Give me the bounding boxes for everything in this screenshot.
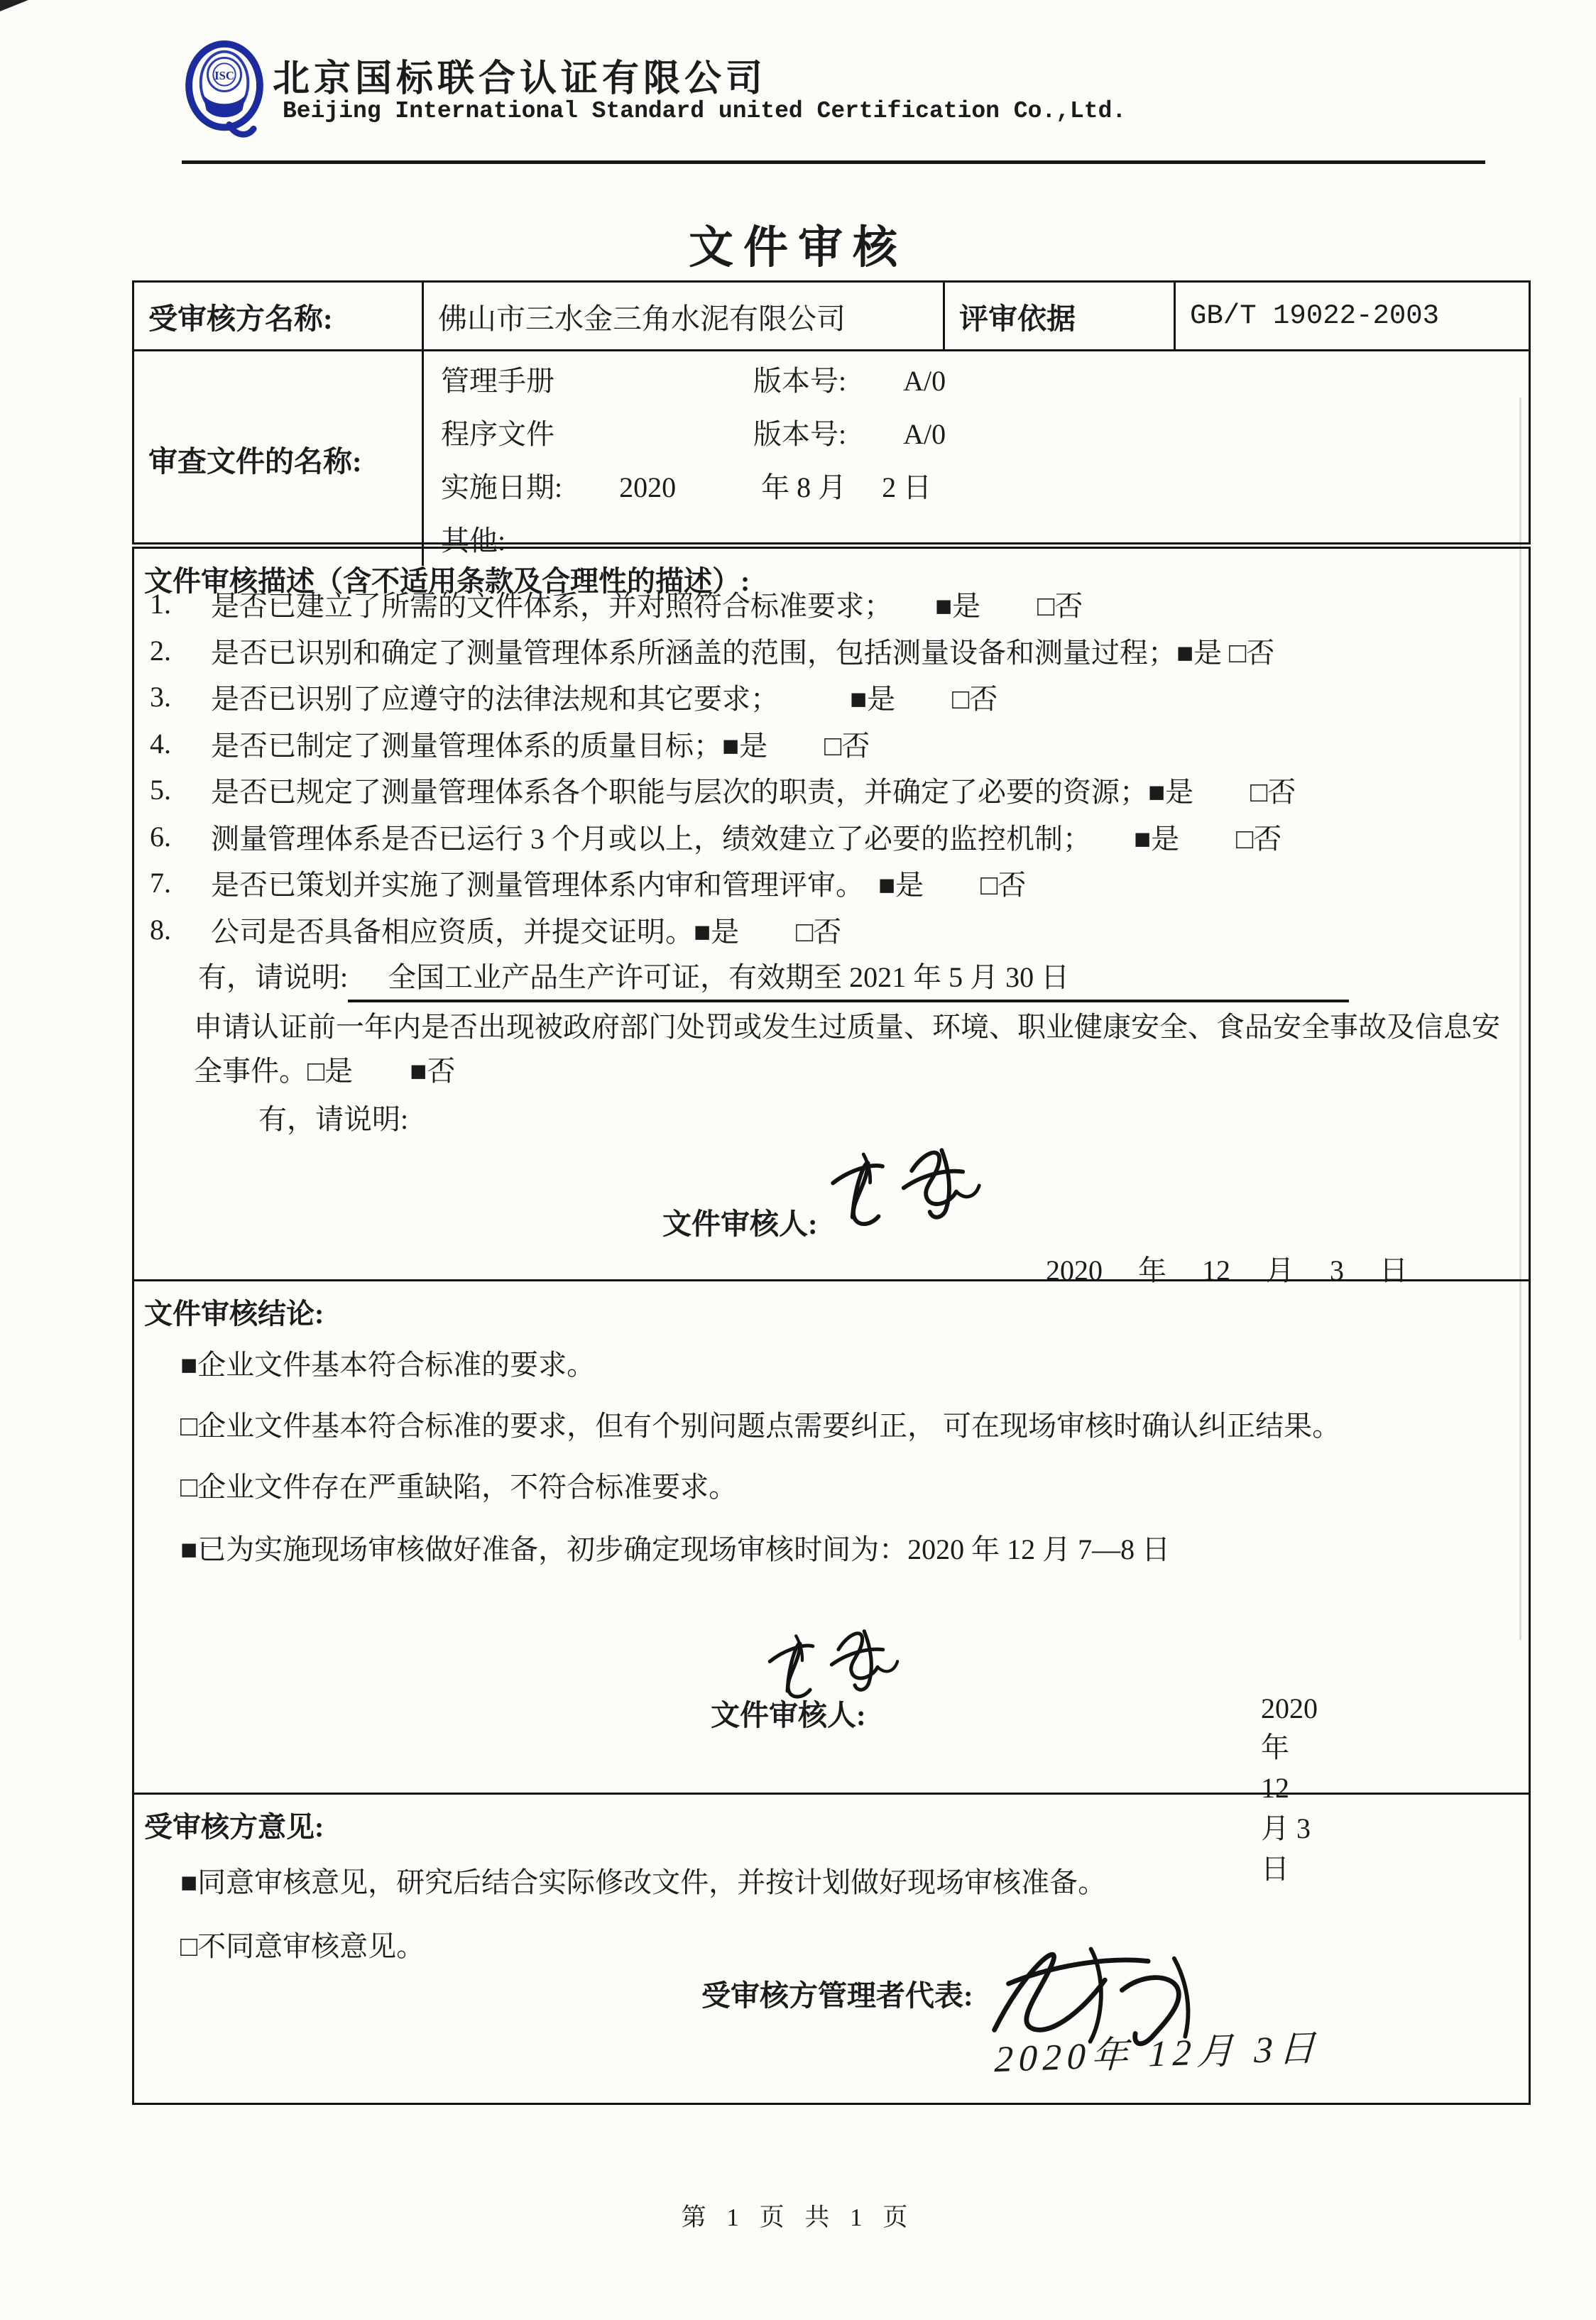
- review-description-heading: 文件审核描述（含不适用条款及合理性的描述）:: [144, 565, 750, 597]
- explain-value-underlined: 全国工业产品生产许可证，有效期至 2021 年 5 月 30 日: [348, 955, 1349, 1002]
- item-number: 2.: [150, 634, 171, 667]
- conclusion-option: ■已为实施现场审核做好准备，初步确定现场审核时间为：2020 年 12 月 7—8 日: [180, 1533, 1171, 1565]
- checklist-item: [150, 814, 1516, 860]
- opinion-heading: 受审核方意见:: [144, 1811, 324, 1843]
- certification-logo-icon: [183, 40, 267, 141]
- header-divider: [182, 160, 1485, 164]
- review-sign-date: 2020 年 12 月 3 日: [1046, 1254, 1408, 1286]
- doc-line-manual: 管理手册 版本号: A/0: [441, 365, 946, 397]
- opinion-option: □不同意审核意见。: [180, 1930, 425, 1962]
- checklist-item: [150, 674, 1516, 721]
- explain-label: 有，请说明:: [198, 961, 349, 993]
- doc-line-other: 其他:: [441, 525, 506, 557]
- review-basis-label: 评审依据: [943, 283, 1174, 349]
- company-name-chinese: 北京国标联合认证有限公司: [273, 59, 767, 99]
- svg-text:ISC: ISC: [214, 68, 234, 82]
- opinion-option: ■同意审核意见，研究后结合实际修改文件，并按计划做好现场审核准备。: [180, 1866, 1107, 1898]
- conclusion-heading: 文件审核结论:: [144, 1298, 324, 1330]
- conclusion-option: ■企业文件基本符合标准的要求。: [180, 1349, 596, 1381]
- item-number: 3.: [150, 681, 171, 713]
- conclusion-option: □企业文件存在严重缺陷，不符合标准要求。: [180, 1471, 738, 1503]
- checklist-item: [150, 767, 1516, 814]
- review-checklist: [150, 581, 1516, 953]
- item-text: 是否已策划并实施了测量管理体系内审和管理评审。 ■是 □否: [211, 869, 1027, 902]
- info-table-row-documents: [132, 351, 1531, 557]
- item-text: 测量管理体系是否已运行 3 个月或以上，绩效建立了必要的监控机制； ■是 □否: [211, 822, 1282, 855]
- penalty-question-line1: 申请认证前一年内是否出现被政府部门处罚或发生过质量、环境、职业健康安全、食品安全事故及信息安: [194, 1011, 1500, 1043]
- auditee-opinion-section: [132, 1793, 1531, 2105]
- reviewed-docs-list: [422, 351, 1529, 566]
- reviewer-signature: [804, 1121, 1019, 1249]
- checklist-item: [150, 721, 1516, 767]
- item-number: 4.: [150, 727, 171, 760]
- page-title: 文件审核: [689, 223, 907, 273]
- reviewer-signer-label: 文件审核人:: [662, 1208, 818, 1240]
- item-text: 是否已识别和确定了测量管理体系所涵盖的范围，包括测量设备和测量过程；■是 □否: [211, 636, 1275, 669]
- item-text: 是否已制定了测量管理体系的质量目标；■是 □否: [211, 729, 870, 762]
- item-text: 是否已识别了应遵守的法律法规和其它要求； ■是 □否: [211, 683, 998, 716]
- item-number: 1.: [150, 588, 171, 620]
- conclusion-sign-row: [711, 1692, 1325, 1885]
- checklist-item: [150, 907, 1516, 953]
- item-number: 6.: [150, 820, 171, 853]
- item-text: 公司是否具备相应资质，并提交证明。■是 □否: [211, 915, 842, 948]
- item-number: 5.: [150, 774, 171, 806]
- review-basis-value: GB/T 19022-2003: [1174, 283, 1529, 349]
- explain-label-2: 有，请说明:: [258, 1103, 409, 1135]
- scan-artifact-corner: [0, 0, 28, 11]
- item-number: 8.: [150, 913, 171, 946]
- company-name-english: Beijing International Standard united Certification Co.,Ltd.: [283, 98, 1127, 124]
- checklist-item: [150, 581, 1516, 628]
- checklist-item: [150, 628, 1516, 674]
- license-explanation-row: [198, 955, 1349, 1002]
- doc-line-date: 实施日期: 2020 年 8 月 2 日: [441, 471, 932, 503]
- conclusion-option: □企业文件基本符合标准的要求，但有个别问题点需要纠正， 可在现场审核时确认纠正结果。: [180, 1410, 1341, 1442]
- auditee-name-value: 佛山市三水金三角水泥有限公司: [422, 283, 943, 349]
- conclusion-sign-date: 2020 年 12 月 3 日: [1261, 1692, 1325, 1885]
- item-text: 是否已建立了所需的文件体系，并对照符合标准要求； ■是 □否: [211, 590, 1083, 623]
- auditee-name-label: 受审核方名称:: [148, 302, 333, 335]
- checklist-item: [150, 860, 1516, 907]
- review-description-section: [132, 547, 1531, 1286]
- info-table-row-auditee: [132, 280, 1531, 351]
- item-text: 是否已规定了测量管理体系各个职能与层次的职责，并确定了必要的资源；■是 □否: [211, 776, 1296, 809]
- info-table: [132, 280, 1531, 557]
- management-rep-label: 受审核方管理者代表:: [701, 1979, 973, 2012]
- reviewer-signer-label: 文件审核人:: [711, 1699, 866, 1731]
- penalty-question-line2: 全事件。□是 ■否: [194, 1055, 456, 1087]
- page-number-footer: 第 1 页 共 1 页: [681, 2204, 915, 2231]
- doc-line-procedure: 程序文件 版本号: A/0: [441, 418, 946, 450]
- item-number: 7.: [150, 867, 171, 899]
- reviewed-docs-label: 审查文件的名称:: [148, 444, 362, 478]
- handwritten-date: 2020年 12月 3日: [993, 2028, 1322, 2081]
